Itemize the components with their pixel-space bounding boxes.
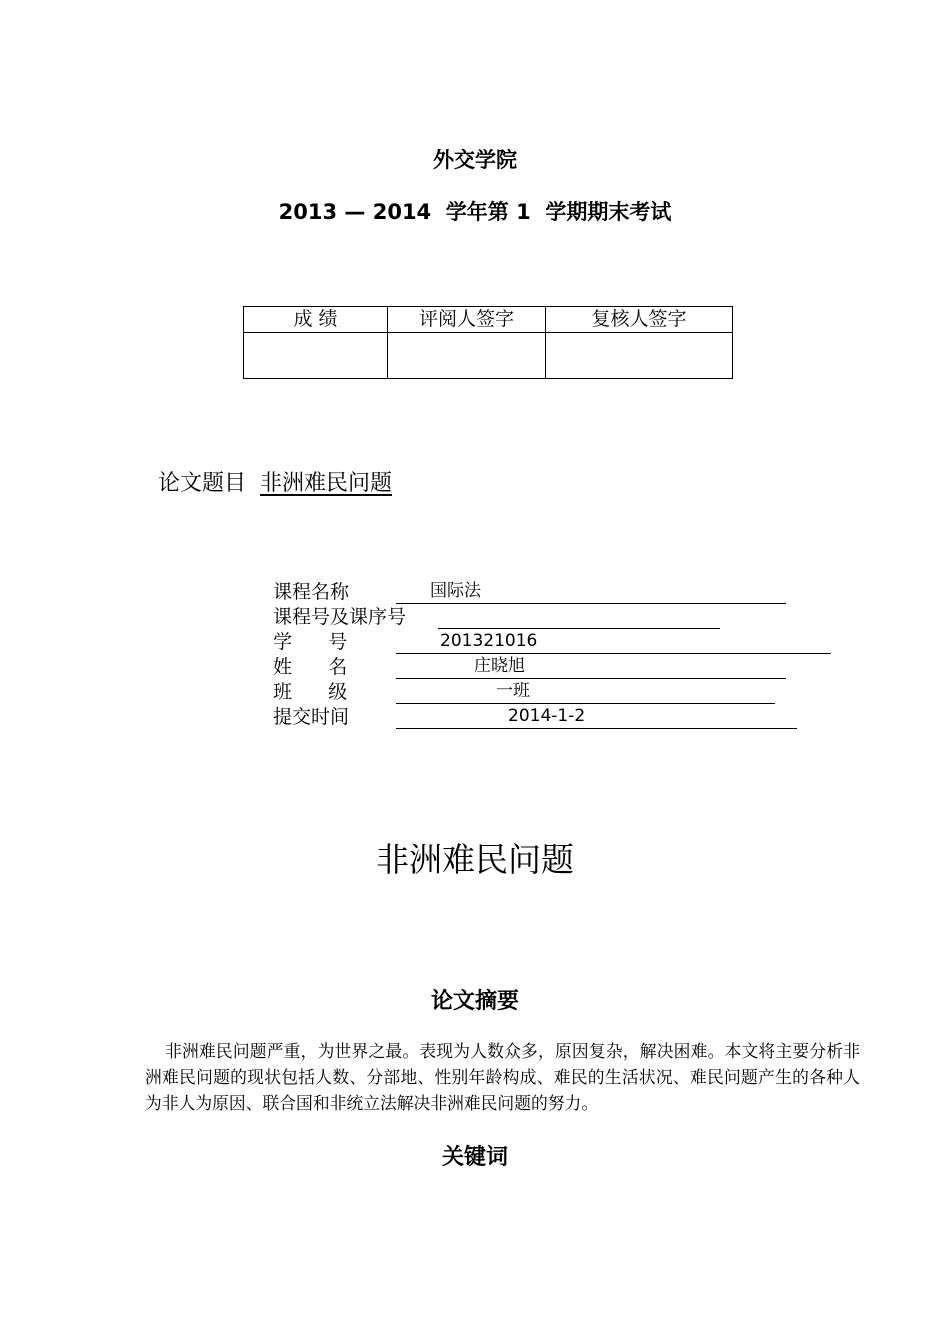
abstract-text: 非洲难民问题严重，为世界之最。表现为人数众多，原因复杂，解决困难。本文将主要分析非洲难民问题的现状包括人数、分部地、性别年龄构成、难民的生活状况、难民问题产生的各种人为非人为原因、联合国和非统立法解决非洲难民问题的努力。 [145,1041,860,1113]
field-line-class [396,680,775,704]
field-line-course-name [396,580,786,604]
grade-header-checker: 复核人签字 [546,307,733,333]
school-name: 外交学院 [433,148,517,172]
grade-table [243,306,733,379]
field-label-course-name: 课程名称 [273,581,350,603]
field-label-submit-time: 提交时间 [273,706,350,728]
field-line-student-id [396,630,831,654]
grade-cell-reviewer[interactable] [388,333,546,379]
field-label-class: 班 级 [273,681,348,703]
field-value-name: 庄晓旭 [474,656,525,676]
field-label-student-id: 学 号 [273,631,348,653]
paper-title: 非洲难民问题 [376,840,574,879]
field-value-class: 一班 [496,681,530,701]
grade-cell-checker[interactable] [546,333,733,379]
abstract-heading: 论文摘要 [430,989,519,1014]
keywords-heading: 关键词 [441,1145,508,1170]
exam-term-line: 2013 — 2014 学年第 1 学期期末考试 [278,200,672,224]
topic-row [158,466,392,497]
topic-label: 论文题目 [158,471,247,496]
grade-cell-score[interactable] [244,333,388,379]
field-line-submit-time [396,705,797,729]
field-line-course-number [438,605,720,629]
field-label-name: 姓 名 [273,656,348,678]
grade-header-score: 成 绩 [244,307,388,333]
field-line-name [396,655,786,679]
field-value-course-name: 国际法 [430,581,481,601]
topic-value: 非洲难民问题 [260,471,393,496]
field-value-submit-time: 2014-1-2 [508,706,586,726]
grade-header-reviewer: 评阅人签字 [388,307,546,333]
field-value-student-id: 201321016 [440,631,538,651]
field-label-course-number: 课程号及课序号 [273,606,407,628]
